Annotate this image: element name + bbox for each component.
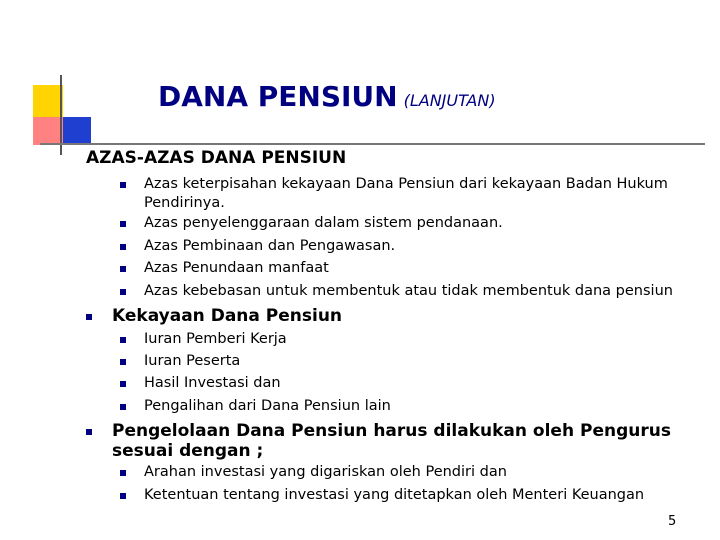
list-item-text: Azas Pembinaan dan Pengawasan. — [144, 238, 396, 254]
list-item-text: Arahan investasi yang digariskan oleh Pendiri dan — [144, 464, 507, 480]
decor-blue-square — [63, 117, 91, 145]
bullet-icon — [120, 337, 126, 343]
list-item-text: Azas Penundaan manfaat — [144, 260, 329, 276]
list-item — [144, 237, 395, 256]
main-bullet — [112, 306, 342, 326]
bullet-icon — [120, 289, 126, 295]
bullet-icon — [120, 493, 126, 499]
list-item-text: Iuran Peserta — [144, 353, 241, 369]
decor-horizontal-line — [40, 143, 705, 145]
list-item — [144, 397, 391, 416]
list-item — [144, 463, 507, 482]
bullet-icon — [120, 470, 126, 476]
main-bullet — [112, 421, 707, 461]
bullet-icon — [120, 266, 126, 272]
slide-title — [158, 80, 496, 113]
list-item — [144, 214, 503, 233]
page-number: 5 — [668, 514, 677, 529]
list-item-text: Azas kebebasan untuk membentuk atau tidak membentuk dana pensiun — [144, 283, 673, 299]
title-main: DANA PENSIUN — [158, 80, 398, 113]
bullet-icon — [120, 381, 126, 387]
list-item — [144, 352, 240, 371]
bullet-icon — [120, 359, 126, 365]
bullet-icon — [120, 221, 126, 227]
main-bullet-text: Kekayaan Dana Pensiun — [112, 306, 343, 326]
title-suffix: (LANJUTAN) — [403, 91, 496, 110]
bullet-icon — [120, 244, 126, 250]
list-item-text: Azas keterpisahan kekayaan Dana Pensiun dari kekayaan Badan Hukum Pendirinya. — [144, 176, 668, 211]
decor-red-square — [33, 117, 63, 145]
bullet-icon — [120, 182, 126, 188]
list-item-text: Pengalihan dari Dana Pensiun lain — [144, 398, 391, 414]
list-item-text: Iuran Pemberi Kerja — [144, 331, 287, 347]
list-item-text: Azas penyelenggaraan dalam sistem pendanaan. — [144, 215, 503, 231]
bullet-icon — [120, 404, 126, 410]
list-item — [144, 175, 704, 213]
list-item — [144, 330, 287, 349]
list-item-text: Ketentuan tentang investasi yang ditetapkan oleh Menteri Keuangan — [144, 487, 645, 503]
list-item — [144, 282, 673, 301]
bullet-icon — [86, 314, 92, 320]
decor-yellow-square — [33, 85, 63, 117]
bullet-icon — [86, 429, 92, 435]
main-bullet-text: Pengelolaan Dana Pensiun harus dilakukan oleh Pengurus sesuai dengan ; — [112, 421, 671, 461]
section-heading: AZAS-AZAS DANA PENSIUN — [86, 148, 347, 168]
list-item — [144, 374, 281, 393]
list-item — [144, 259, 329, 278]
list-item — [144, 486, 644, 505]
list-item-text: Hasil Investasi dan — [144, 375, 281, 391]
